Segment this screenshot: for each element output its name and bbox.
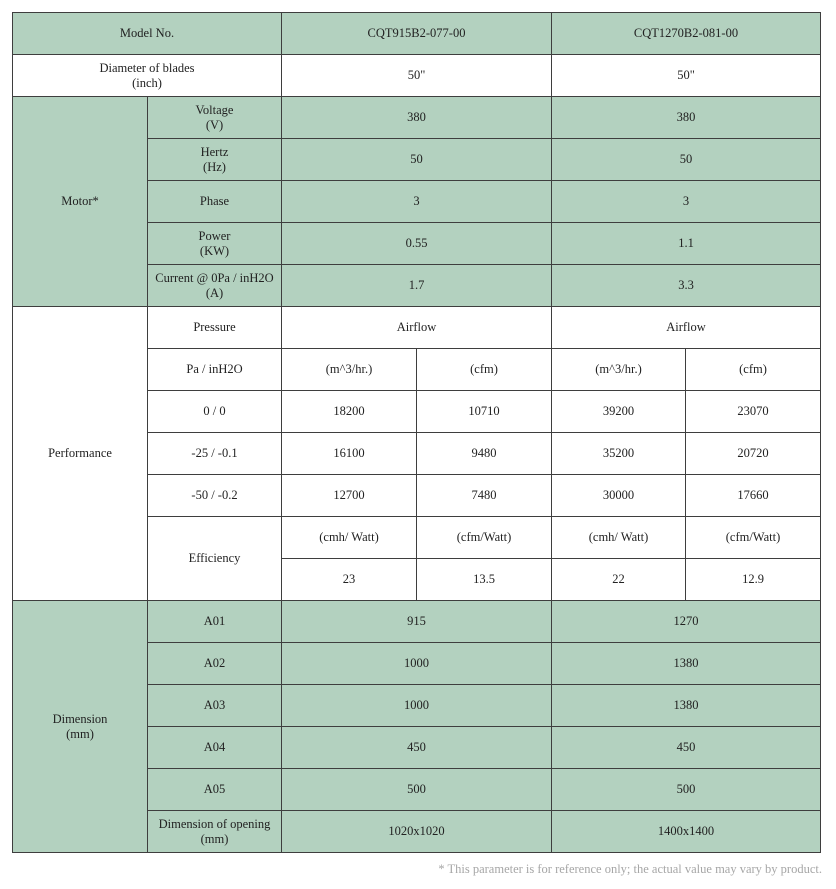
dimension-value: 500	[282, 769, 552, 811]
model-name-1: CQT915B2-077-00	[282, 13, 552, 55]
efficiency-label: Efficiency	[148, 517, 282, 601]
model-no-label: Model No.	[13, 13, 282, 55]
motor-param-label: Hertz	[200, 144, 229, 159]
spec-table	[12, 12, 821, 853]
efficiency-unit: (cfm/Watt)	[686, 517, 821, 559]
motor-value: 380	[552, 97, 821, 139]
pressure-value: 0 / 0	[148, 391, 282, 433]
efficiency-value: 13.5	[417, 559, 552, 601]
motor-value: 3	[552, 181, 821, 223]
footnote: * This parameter is for reference only; the actual value may vary by product.	[438, 862, 822, 876]
pressure-value: -50 / -0.2	[148, 475, 282, 517]
dimension-unit: (mm)	[66, 726, 94, 741]
motor-param-label: Power	[198, 228, 231, 243]
airflow-value: 20720	[686, 433, 821, 475]
airflow-unit: (m^3/hr.)	[552, 349, 686, 391]
dimension-param-label: A05	[148, 769, 282, 811]
airflow-header: Airflow	[552, 307, 821, 349]
motor-param-unit: (A)	[205, 285, 224, 300]
dimension-label: Dimension	[52, 711, 108, 726]
motor-param-cell	[148, 97, 282, 139]
diameter-label-cell	[13, 55, 282, 97]
motor-value: 380	[282, 97, 552, 139]
dimension-value: 1270	[552, 601, 821, 643]
airflow-value: 17660	[686, 475, 821, 517]
airflow-header: Airflow	[282, 307, 552, 349]
motor-section-label: Motor*	[13, 97, 148, 307]
pressure-header: Pressure	[148, 307, 282, 349]
airflow-value: 18200	[282, 391, 417, 433]
dimension-param-label: A01	[148, 601, 282, 643]
model-name-2: CQT1270B2-081-00	[552, 13, 821, 55]
dimension-value: 1020x1020	[282, 811, 552, 853]
motor-value: 1.7	[282, 265, 552, 307]
efficiency-value: 12.9	[686, 559, 821, 601]
airflow-value: 12700	[282, 475, 417, 517]
airflow-value: 9480	[417, 433, 552, 475]
efficiency-value: 22	[552, 559, 686, 601]
motor-value: 3.3	[552, 265, 821, 307]
motor-param-unit: (Hz)	[203, 159, 226, 174]
efficiency-unit: (cfm/Watt)	[417, 517, 552, 559]
efficiency-unit: (cmh/ Watt)	[552, 517, 686, 559]
motor-param-label: Phase	[148, 181, 282, 223]
motor-param-label: Current @ 0Pa / inH2O	[155, 270, 274, 285]
dimension-section-label	[13, 601, 148, 853]
airflow-unit: (m^3/hr.)	[282, 349, 417, 391]
motor-param-cell	[148, 265, 282, 307]
airflow-unit: (cfm)	[417, 349, 552, 391]
airflow-value: 30000	[552, 475, 686, 517]
airflow-value: 7480	[417, 475, 552, 517]
dimension-value: 1400x1400	[552, 811, 821, 853]
dimension-param-cell	[148, 811, 282, 853]
dimension-value: 915	[282, 601, 552, 643]
dimension-param-unit: (mm)	[200, 831, 229, 846]
diameter-value: 50"	[282, 55, 552, 97]
motor-param-unit: (V)	[205, 117, 224, 132]
efficiency-value: 23	[282, 559, 417, 601]
diameter-value: 50"	[552, 55, 821, 97]
motor-param-cell	[148, 139, 282, 181]
dimension-value: 1380	[552, 643, 821, 685]
airflow-value: 39200	[552, 391, 686, 433]
dimension-param-label: A02	[148, 643, 282, 685]
diameter-label: Diameter of blades	[99, 60, 195, 75]
motor-param-cell	[148, 223, 282, 265]
dimension-param-label: A04	[148, 727, 282, 769]
performance-section-label: Performance	[13, 307, 148, 601]
pressure-unit: Pa / inH2O	[148, 349, 282, 391]
dimension-value: 1000	[282, 643, 552, 685]
motor-param-label: Voltage	[195, 102, 234, 117]
diameter-unit: (inch)	[132, 75, 162, 90]
motor-value: 1.1	[552, 223, 821, 265]
motor-value: 3	[282, 181, 552, 223]
airflow-value: 16100	[282, 433, 417, 475]
motor-value: 0.55	[282, 223, 552, 265]
dimension-value: 1000	[282, 685, 552, 727]
dimension-value: 500	[552, 769, 821, 811]
motor-value: 50	[552, 139, 821, 181]
airflow-value: 10710	[417, 391, 552, 433]
motor-param-unit: (KW)	[199, 243, 230, 258]
dimension-value: 450	[282, 727, 552, 769]
airflow-value: 35200	[552, 433, 686, 475]
efficiency-unit: (cmh/ Watt)	[282, 517, 417, 559]
pressure-value: -25 / -0.1	[148, 433, 282, 475]
dimension-value: 1380	[552, 685, 821, 727]
airflow-value: 23070	[686, 391, 821, 433]
dimension-param-label: A03	[148, 685, 282, 727]
dimension-value: 450	[552, 727, 821, 769]
dimension-param-label: Dimension of opening	[158, 816, 271, 831]
motor-value: 50	[282, 139, 552, 181]
airflow-unit: (cfm)	[686, 349, 821, 391]
